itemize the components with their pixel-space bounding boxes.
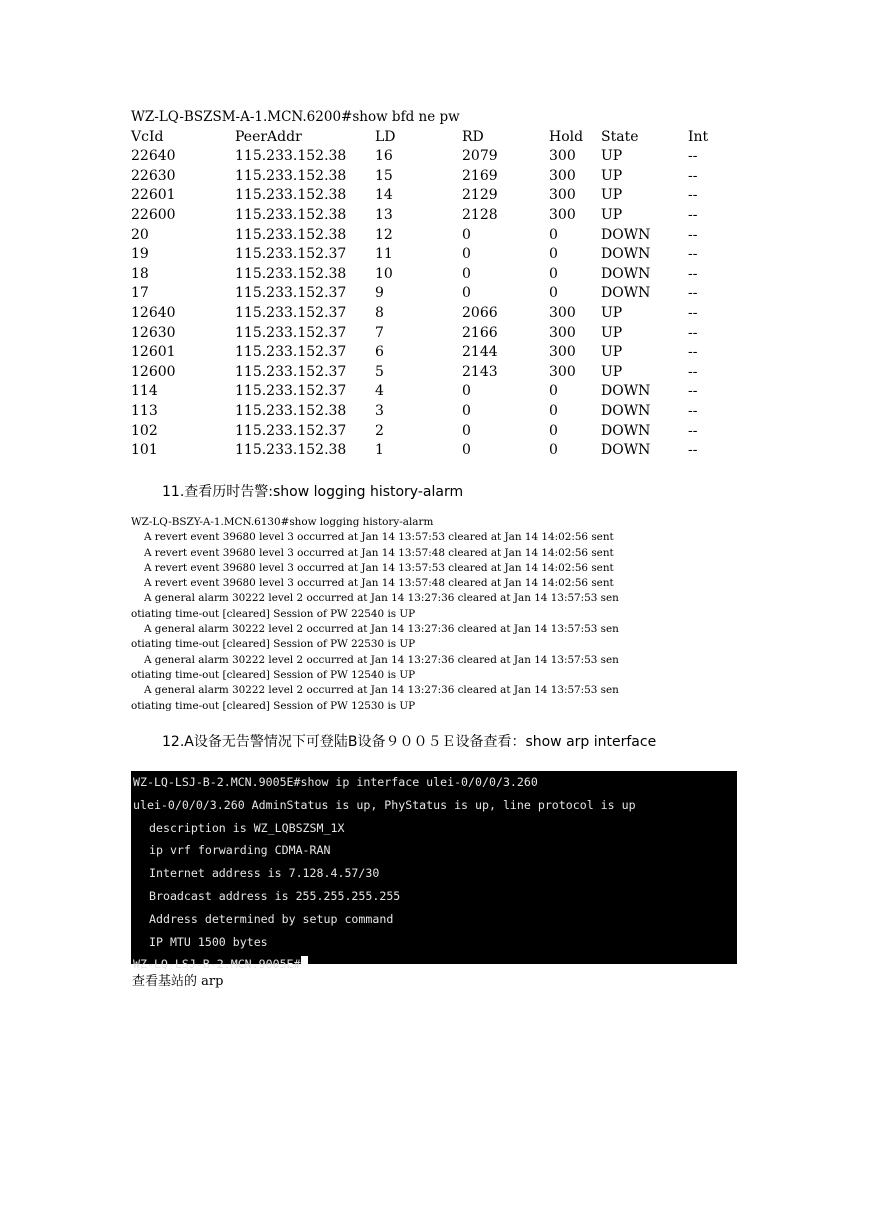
bfd-cell: 115.233.152.38	[235, 148, 347, 165]
bfd-header-cell: Int	[688, 128, 709, 145]
bfd-cell: --	[688, 363, 698, 380]
bfd-cell: 2144	[462, 344, 498, 361]
bfd-header-cell: VcId	[131, 128, 164, 145]
terminal-line: ulei-0/0/0/3.260 AdminStatus is up, PhyStatus is up, line protocol is up	[133, 797, 636, 812]
bfd-cell: 12630	[131, 324, 176, 341]
bfd-cell: --	[688, 442, 698, 459]
bfd-cell: 0	[462, 246, 471, 263]
bfd-header-cell: State	[601, 128, 639, 145]
bfd-cell: 300	[549, 363, 576, 380]
bfd-cell: 2128	[462, 206, 498, 223]
bfd-cell: UP	[601, 324, 623, 341]
bfd-cell: 115.233.152.37	[235, 304, 347, 321]
bfd-cell: UP	[601, 167, 623, 184]
bfd-row	[131, 343, 751, 363]
bfd-cell: 115.233.152.37	[235, 363, 347, 380]
bfd-row	[131, 147, 751, 167]
history-line: A revert event 39680 level 3 occurred at Jan 14 13:57:53 cleared at Jan 14 14:02:56 sent	[144, 531, 614, 544]
bfd-cell: 0	[549, 422, 558, 439]
bfd-cell: 300	[549, 344, 576, 361]
bfd-cell: 1	[375, 442, 384, 459]
bfd-cell: 16	[375, 148, 393, 165]
bfd-cell: 102	[131, 422, 158, 439]
bfd-cell: 115.233.152.38	[235, 187, 347, 204]
bfd-cell: 0	[462, 402, 471, 419]
bfd-cell: 300	[549, 324, 576, 341]
section-heading-12: 12.A设备无告警情况下可登陆B设备９００５Ｅ设备查看：show arp interface	[162, 734, 657, 750]
bfd-header-cell: RD	[462, 128, 484, 145]
bfd-cell: DOWN	[601, 402, 651, 419]
bfd-row	[131, 284, 751, 304]
bfd-cell: 2129	[462, 187, 498, 204]
bfd-cell: 115.233.152.37	[235, 383, 347, 400]
terminal-line: WZ-LQ-LSJ-B-2.MCN.9005E#show ip interface ulei-0/0/0/3.260	[133, 775, 538, 789]
bfd-cell: 115.233.152.38	[235, 265, 347, 282]
bfd-cell: --	[688, 402, 698, 419]
terminal-prompt: WZ-LQ-LSJ-B-2.MCN.9005E#	[133, 957, 301, 972]
bfd-cell: 20	[131, 226, 149, 243]
bfd-cell: 0	[462, 265, 471, 282]
bfd-cell: --	[688, 206, 698, 223]
terminal-screenshot	[131, 771, 737, 972]
bfd-cell: 22600	[131, 206, 176, 223]
bfd-row	[131, 226, 751, 246]
bfd-cell: 0	[549, 442, 558, 459]
bfd-cell: 0	[462, 226, 471, 243]
bfd-cell: 15	[375, 167, 393, 184]
bfd-table-body	[131, 147, 751, 461]
bfd-cell: 8	[375, 304, 384, 321]
history-line: otiating time-out [cleared] Session of PW 22530 is UP	[131, 638, 416, 651]
bfd-cell: 115.233.152.38	[235, 167, 347, 184]
bfd-cell: 18	[131, 265, 149, 282]
bfd-cell: 0	[549, 265, 558, 282]
bfd-cell: DOWN	[601, 226, 651, 243]
bfd-cell: --	[688, 383, 698, 400]
history-line: otiating time-out [cleared] Session of PW 12540 is UP	[131, 668, 416, 681]
bfd-cell: 17	[131, 285, 149, 302]
section-heading-11: 11.查看历时告警:show logging history-alarm	[162, 484, 464, 500]
terminal-line: ip vrf forwarding CDMA-RAN	[149, 843, 331, 858]
bfd-cell: --	[688, 246, 698, 263]
bfd-cell: 0	[462, 442, 471, 459]
bfd-row	[131, 245, 751, 265]
bfd-cell: DOWN	[601, 422, 651, 439]
bfd-cell: 10	[375, 265, 393, 282]
bfd-cell: 22640	[131, 148, 176, 165]
bfd-cell: 2166	[462, 324, 498, 341]
bfd-screenshot	[131, 108, 751, 464]
bfd-cell: 101	[131, 442, 158, 459]
bfd-cell: DOWN	[601, 383, 651, 400]
bfd-cell: 115.233.152.38	[235, 226, 347, 243]
bfd-cell: --	[688, 324, 698, 341]
bfd-header-cell: PeerAddr	[235, 128, 302, 145]
bfd-row	[131, 363, 751, 383]
bfd-cell: DOWN	[601, 265, 651, 282]
history-command: WZ-LQ-BSZY-A-1.MCN.6130#show logging history-alarm	[131, 516, 434, 528]
history-line: A general alarm 30222 level 2 occurred at Jan 14 13:27:36 cleared at Jan 14 13:57:53 sen	[144, 684, 619, 697]
terminal-line: Broadcast address is 255.255.255.255	[149, 888, 401, 903]
bfd-cell: UP	[601, 344, 623, 361]
bfd-cell: --	[688, 187, 698, 204]
bfd-row	[131, 441, 751, 461]
bfd-row	[131, 206, 751, 226]
terminal-line: Internet address is 7.128.4.57/30	[149, 866, 380, 881]
bfd-cell: 300	[549, 167, 576, 184]
bfd-header-cell: Hold	[549, 128, 584, 145]
bfd-cell: 4	[375, 383, 384, 400]
terminal-line: Address determined by setup command	[149, 911, 394, 926]
bfd-cell: 2	[375, 422, 384, 439]
cursor-icon	[301, 956, 308, 970]
bfd-cell: 115.233.152.38	[235, 402, 347, 419]
bfd-cell: 115.233.152.37	[235, 344, 347, 361]
bfd-header-cell: LD	[375, 128, 396, 145]
bfd-cell: 13	[375, 206, 393, 223]
history-line: A revert event 39680 level 3 occurred at Jan 14 13:57:48 cleared at Jan 14 14:02:56 sent	[144, 577, 614, 590]
bfd-cell: 12600	[131, 363, 176, 380]
bfd-row	[131, 382, 751, 402]
bfd-cell: 0	[549, 402, 558, 419]
bfd-row	[131, 402, 751, 422]
bfd-cell: 11	[375, 246, 393, 263]
bfd-cell: 113	[131, 402, 158, 419]
tail-text: 查看基站的 arp	[132, 974, 224, 989]
history-line: A revert event 39680 level 3 occurred at Jan 14 13:57:48 cleared at Jan 14 14:02:56 sent	[144, 546, 614, 559]
bfd-cell: --	[688, 422, 698, 439]
bfd-cell: 0	[462, 285, 471, 302]
bfd-cell: 12601	[131, 344, 176, 361]
history-lines	[131, 530, 739, 714]
bfd-cell: --	[688, 344, 698, 361]
bfd-cell: DOWN	[601, 285, 651, 302]
history-line: otiating time-out [cleared] Session of PW 22540 is UP	[131, 607, 416, 620]
history-line: A general alarm 30222 level 2 occurred at Jan 14 13:27:36 cleared at Jan 14 13:57:53 sen	[144, 623, 619, 636]
terminal-line: description is WZ_LQBSZSM_1X	[149, 820, 345, 835]
history-line: A general alarm 30222 level 2 occurred at Jan 14 13:27:36 cleared at Jan 14 13:57:53 sen	[144, 653, 619, 666]
bfd-cell: 2066	[462, 304, 498, 321]
bfd-cell: UP	[601, 363, 623, 380]
bfd-cell: 115.233.152.37	[235, 324, 347, 341]
bfd-cell: 5	[375, 363, 384, 380]
bfd-cell: 2143	[462, 363, 498, 380]
bfd-cell: UP	[601, 304, 623, 321]
bfd-cell: 300	[549, 206, 576, 223]
bfd-cell: 0	[549, 383, 558, 400]
bfd-cell: 7	[375, 324, 384, 341]
bfd-cell: UP	[601, 206, 623, 223]
history-alarm-screenshot	[131, 515, 739, 719]
bfd-command: WZ-LQ-BSZSM-A-1.MCN.6200#show bfd ne pw	[131, 109, 460, 125]
bfd-cell: --	[688, 265, 698, 282]
bfd-cell: 14	[375, 187, 393, 204]
bfd-cell: --	[688, 148, 698, 165]
bfd-cell: 300	[549, 148, 576, 165]
bfd-header-row	[131, 128, 751, 148]
bfd-cell: 115.233.152.38	[235, 442, 347, 459]
bfd-cell: 300	[549, 187, 576, 204]
bfd-cell: DOWN	[601, 246, 651, 263]
bfd-cell: 9	[375, 285, 384, 302]
bfd-cell: 300	[549, 304, 576, 321]
bfd-cell: 3	[375, 402, 384, 419]
bfd-cell: 2079	[462, 148, 498, 165]
terminal-line: IP MTU 1500 bytes	[149, 934, 268, 949]
bfd-cell: 0	[549, 285, 558, 302]
bfd-cell: 22630	[131, 167, 176, 184]
bfd-row	[131, 304, 751, 324]
bfd-cell: 6	[375, 344, 384, 361]
bfd-cell: 22601	[131, 187, 176, 204]
bfd-cell: 114	[131, 383, 158, 400]
bfd-cell: 0	[549, 226, 558, 243]
history-line: otiating time-out [cleared] Session of PW 12530 is UP	[131, 699, 416, 712]
bfd-cell: --	[688, 285, 698, 302]
bfd-cell: --	[688, 226, 698, 243]
bfd-cell: 0	[462, 422, 471, 439]
bfd-row	[131, 167, 751, 187]
bfd-row	[131, 265, 751, 285]
bfd-cell: 19	[131, 246, 149, 263]
bfd-cell: --	[688, 167, 698, 184]
bfd-row	[131, 422, 751, 442]
bfd-cell: UP	[601, 148, 623, 165]
history-line: A general alarm 30222 level 2 occurred at Jan 14 13:27:36 cleared at Jan 14 13:57:53 sen	[144, 592, 619, 605]
bfd-cell: 115.233.152.37	[235, 246, 347, 263]
bfd-cell: --	[688, 304, 698, 321]
terminal-lines	[131, 771, 737, 953]
bfd-cell: 0	[462, 383, 471, 400]
bfd-cell: UP	[601, 187, 623, 204]
bfd-cell: DOWN	[601, 442, 651, 459]
bfd-cell: 0	[549, 246, 558, 263]
bfd-cell: 115.233.152.38	[235, 206, 347, 223]
bfd-cell: 12640	[131, 304, 176, 321]
bfd-row	[131, 324, 751, 344]
bfd-cell: 12	[375, 226, 393, 243]
bfd-cell: 115.233.152.37	[235, 285, 347, 302]
bfd-cell: 115.233.152.37	[235, 422, 347, 439]
bfd-cell: 2169	[462, 167, 498, 184]
bfd-row	[131, 186, 751, 206]
history-line: A revert event 39680 level 3 occurred at Jan 14 13:57:53 cleared at Jan 14 14:02:56 sent	[144, 561, 614, 574]
